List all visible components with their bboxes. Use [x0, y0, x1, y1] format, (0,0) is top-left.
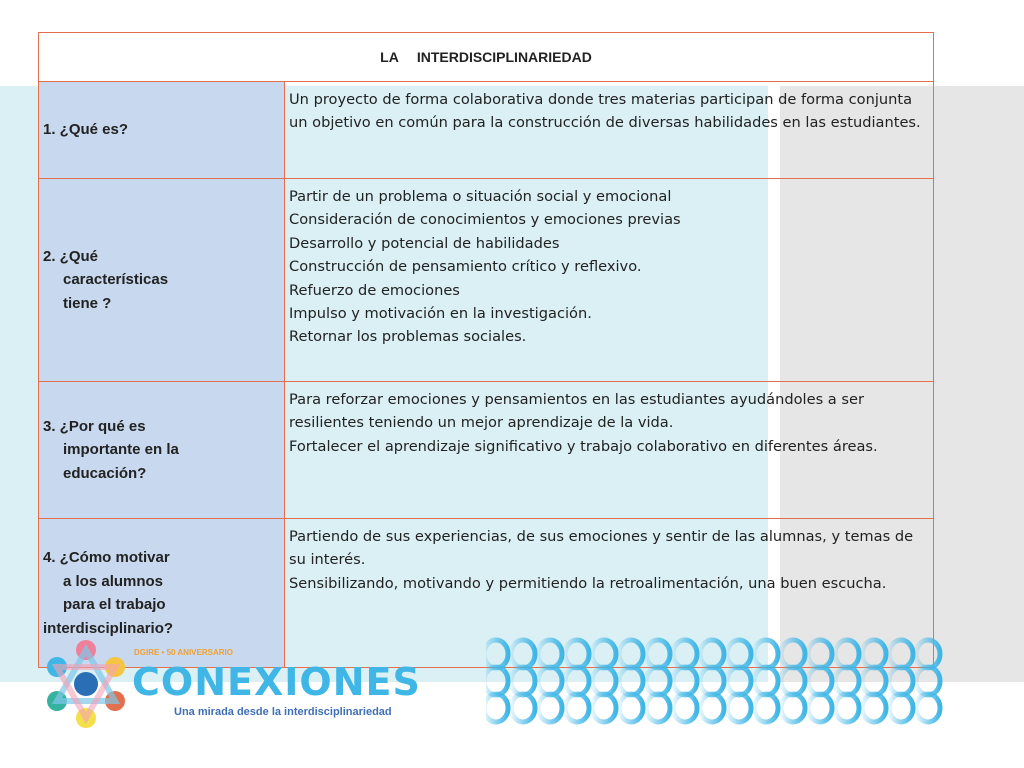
question-line: 3. ¿Por qué es — [43, 417, 146, 435]
answer-line: Refuerzo de emociones — [289, 281, 460, 299]
wave-pattern-ring — [592, 694, 616, 722]
wave-pattern-ring — [646, 640, 670, 668]
question-line: características — [63, 271, 169, 289]
wave-pattern-ring — [538, 694, 562, 722]
wave-pattern-ring — [754, 694, 778, 722]
wave-pattern-ring — [619, 667, 643, 695]
wave-pattern-ring — [592, 640, 616, 668]
wave-pattern-ring — [754, 667, 778, 695]
table-row — [39, 82, 934, 179]
wave-pattern-ring — [835, 640, 859, 668]
wave-pattern-ring — [700, 667, 724, 695]
wave-pattern-ring — [619, 694, 643, 722]
wave-pattern-ring — [727, 640, 751, 668]
wave-pattern-ring — [486, 640, 508, 668]
wave-pattern-ring — [511, 640, 535, 668]
wave-pattern-ring — [511, 667, 535, 695]
wave-pattern-ring — [781, 640, 805, 668]
wave-pattern-ring — [538, 640, 562, 668]
answer-line: Construcción de pensamiento crítico y reflexivo. — [289, 258, 642, 276]
wave-pattern-ring — [700, 694, 724, 722]
wave-pattern-ring — [646, 667, 670, 695]
question-cell-3 — [39, 382, 285, 519]
wave-pattern-ring — [835, 667, 859, 695]
wave-pattern-ring — [511, 694, 535, 722]
logo-subtitle: Una mirada desde la interdisciplinariedad — [174, 706, 392, 718]
wave-pattern-ring — [808, 667, 832, 695]
answer-line: Retornar los problemas sociales. — [289, 328, 527, 346]
answer-line: Fortalecer el aprendizaje significativo y trabajo colaborativo en diferentes áreas. — [289, 437, 878, 455]
wave-pattern-ring — [889, 667, 913, 695]
wave-pattern-ring — [781, 667, 805, 695]
wave-pattern-ring — [862, 640, 886, 668]
wave-pattern-ring — [673, 694, 697, 722]
table-row — [39, 179, 934, 382]
wave-pattern-ring — [727, 694, 751, 722]
question-line: 2. ¿Qué — [43, 247, 99, 265]
interdisciplinarity-table — [38, 32, 934, 668]
wave-pattern-ring — [646, 694, 670, 722]
wave-pattern-ring — [565, 694, 589, 722]
answer-line: Un proyecto de forma colaborativa donde tres materias participan de forma conjunta un objetivo en común para la construcción de diversas habilidades en las estudiantes. — [289, 91, 921, 132]
question-line: 1. ¿Qué es? — [43, 121, 129, 139]
wave-pattern-ring — [808, 640, 832, 668]
wave-pattern-ring — [673, 640, 697, 668]
answer-line: Partir de un problema o situación social y emocional — [289, 188, 672, 205]
answer-line: Para reforzar emociones y pensamientos en las estudiantes ayudándoles a ser resilientes teniendo un mejor aprendizaje de la vida. — [289, 391, 864, 432]
answer-line: Desarrollo y potencial de habilidades — [289, 234, 560, 252]
wave-pattern-ring — [754, 640, 778, 668]
wave-pattern-ring — [889, 640, 913, 668]
answer-line: Impulso y motivación en la investigación. — [289, 305, 592, 323]
wave-pattern-ring — [486, 694, 508, 722]
wave-pattern-ring — [619, 640, 643, 668]
wave-pattern-ring — [916, 667, 940, 695]
question-line: interdisciplinario? — [43, 619, 174, 637]
wave-pattern-ring — [565, 667, 589, 695]
wave-pattern-ring — [592, 667, 616, 695]
answer-cell-3 — [285, 382, 934, 519]
answer-line: Partiendo de sus experiencias, de sus emociones y sentir de las alumnas, y temas de su interés. — [289, 528, 914, 569]
question-cell-1 — [39, 82, 285, 179]
logo-tagline: DGIRE • 50 ANIVERSARIO — [134, 648, 233, 657]
wave-pattern-ring — [538, 667, 562, 695]
answer-cell-2 — [285, 179, 934, 382]
table-title — [39, 33, 934, 82]
answer-line: Sensibilizando, motivando y permitiendo la retroalimentación, una buen escucha. — [289, 574, 887, 592]
question-line: para el trabajo — [63, 596, 166, 613]
wave-pattern-ring — [862, 694, 886, 722]
question-line: 4. ¿Cómo motivar — [43, 549, 170, 566]
wave-pattern-ring — [781, 694, 805, 722]
answer-cell-1 — [285, 82, 934, 179]
wave-pattern-ring — [889, 694, 913, 722]
wave-pattern-ring — [700, 640, 724, 668]
wave-pattern-ring — [727, 667, 751, 695]
table-row — [39, 382, 934, 519]
question-line: tiene ? — [63, 294, 112, 312]
wave-pattern-ring — [673, 667, 697, 695]
wave-pattern-ring — [916, 694, 940, 722]
question-cell-2 — [39, 179, 285, 382]
wave-pattern-ring — [808, 694, 832, 722]
question-line: a los alumnos — [63, 572, 164, 590]
decorative-wave-pattern-icon — [486, 636, 962, 726]
title-part-2: INTERDISCIPLINARIEDAD — [416, 49, 592, 65]
answer-line: Consideración de conocimientos y emociones previas — [289, 211, 681, 229]
wave-pattern-ring — [486, 667, 508, 695]
question-line: educación? — [63, 464, 147, 482]
wave-pattern-ring — [916, 640, 940, 668]
wave-pattern-ring — [565, 640, 589, 668]
wave-pattern-ring — [835, 694, 859, 722]
question-line: importante en la — [63, 441, 179, 459]
wave-pattern-ring — [862, 667, 886, 695]
logo-name: CONEXIONES — [132, 660, 421, 704]
title-part-1: LA — [380, 49, 399, 65]
